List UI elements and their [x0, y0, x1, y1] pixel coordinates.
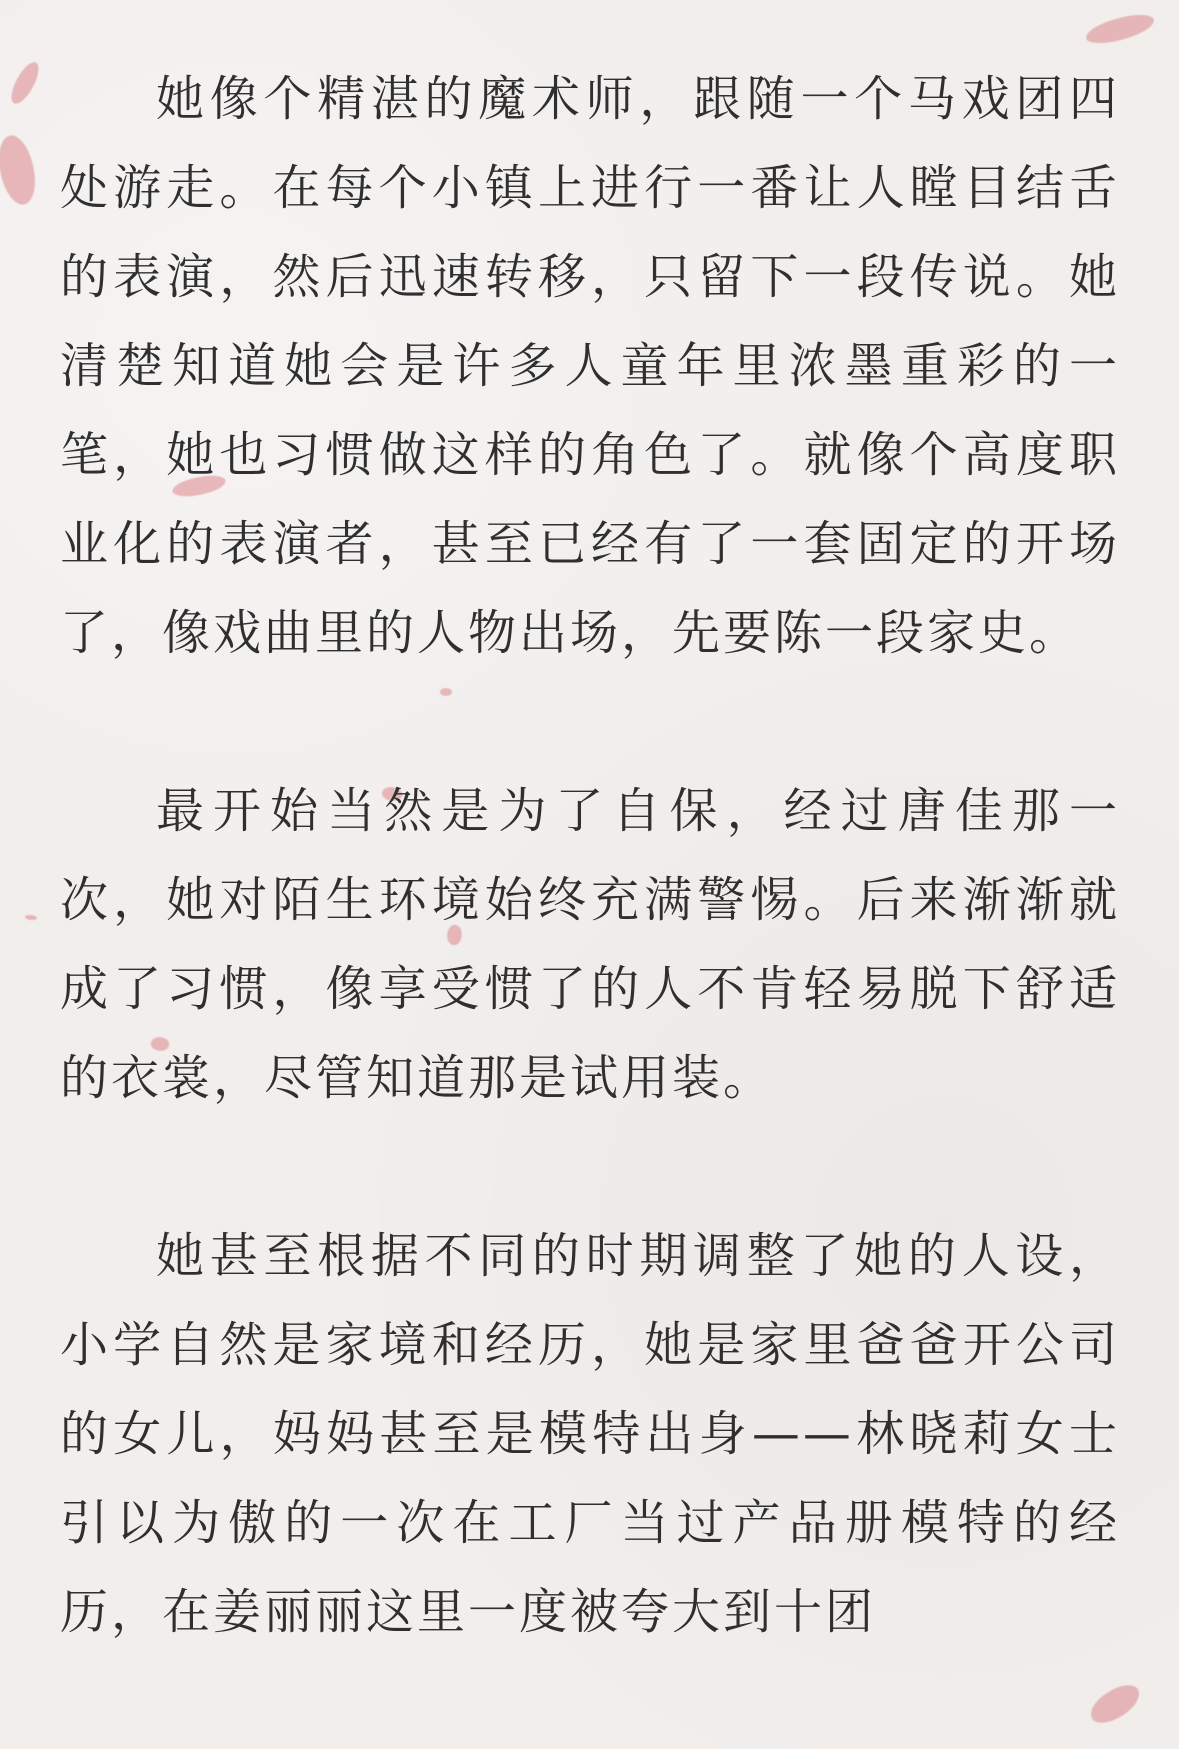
petal-decoration [25, 914, 38, 921]
petal-decoration [7, 58, 42, 107]
paragraph-2: 最开始当然是为了自保，经过唐佳那一次，她对陌生环境始终充满警惕。后来渐渐就成了习惯，像享受惯了的人不肯轻易脱下舒适的衣裳，尽管知道那是试用装。 [60, 783, 1120, 1106]
petal-decoration [1085, 1680, 1146, 1729]
article-text [60, 55, 1120, 1657]
paragraph-3: 她甚至根据不同的时期调整了她的人设，小学自然是家境和经历，她是家里爸爸开公司的女儿，妈妈甚至是模特出身——林晓莉女士引以为傲的一次在工厂当过产品册模特的经历，在姜丽丽这里一度被夸大到十团 [60, 1228, 1120, 1640]
petal-decoration [1083, 11, 1156, 47]
petal-decoration [0, 131, 44, 208]
paragraph-1: 她像个精湛的魔术师，跟随一个马戏团四处游走。在每个小镇上进行一番让人瞠目结舌的表演，然后迅速转移，只留下一段传说。她清楚知道她会是许多人童年里浓墨重彩的一笔，她也习惯做这样的角色了。就像个高度职业化的表演者，甚至已经有了一套固定的开场了，像戏曲里的人物出场，先要陈一段家史。 [60, 71, 1120, 661]
